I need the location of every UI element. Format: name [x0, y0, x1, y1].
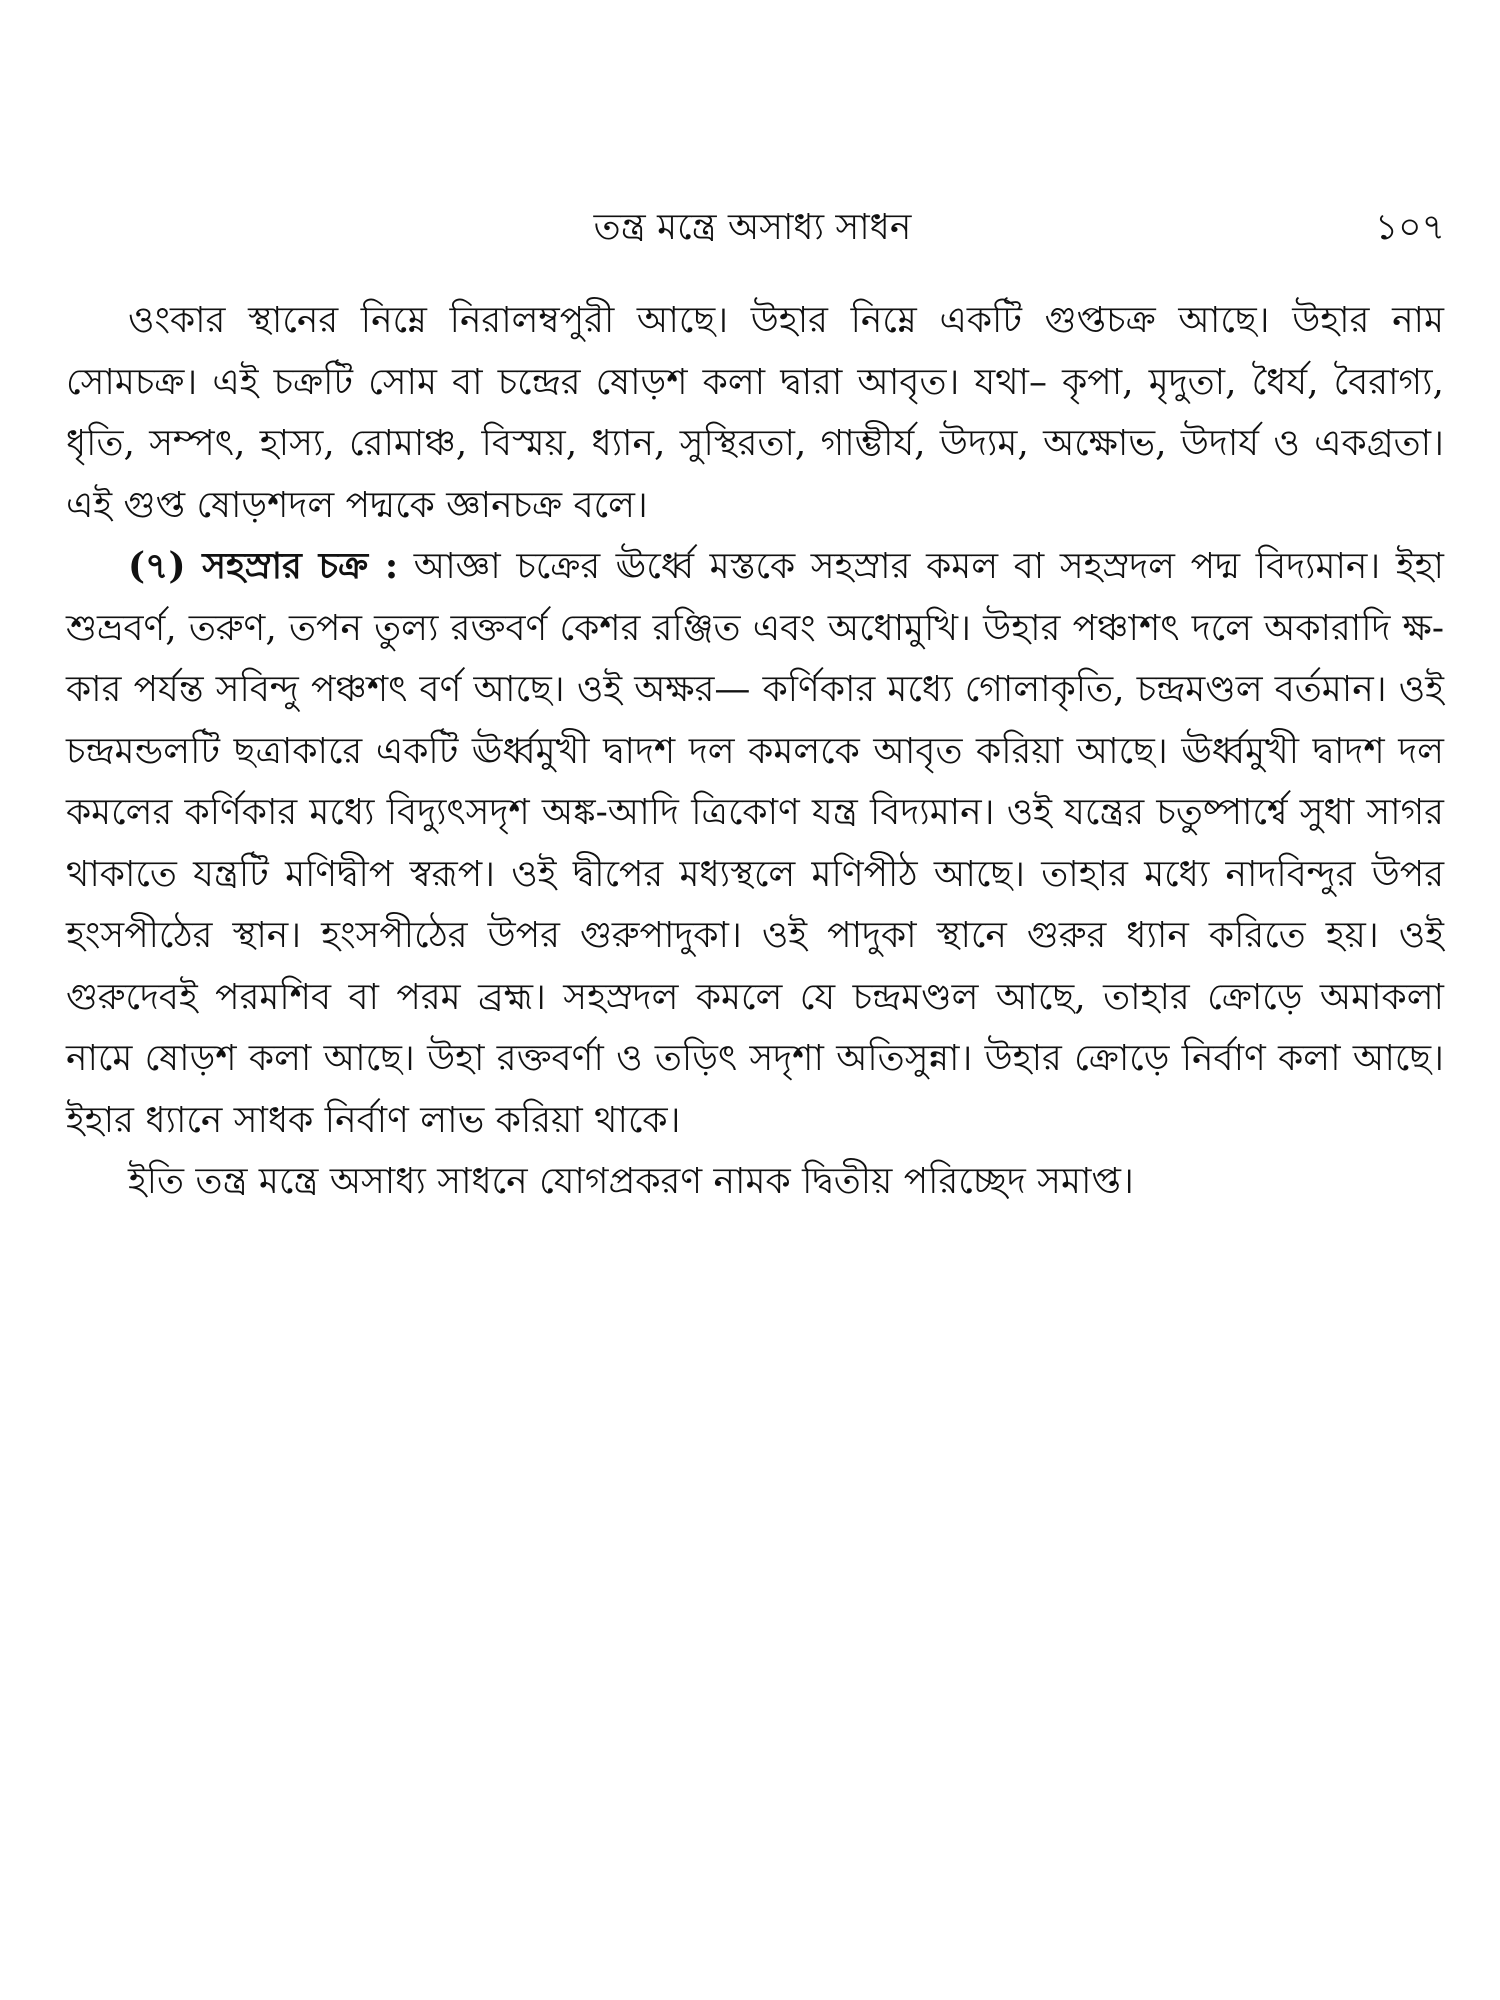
- section-heading-sahasrara-chakra: (৭) সহস্রার চক্র :: [128, 545, 399, 587]
- paragraph-sahasrara: [66, 536, 1444, 1151]
- page-number: ১০৭: [1374, 207, 1445, 248]
- paragraph-somachakra: ওংকার স্থানের নিম্নে নিরালম্বপুরী আছে। উহার নিম্নে একটি গুপ্তচক্র আছে। উহার নাম সোমচক্র। এই চক্রটি সোম বা চন্দ্রের ষোড়শ কলা দ্বারা আবৃত। যথা– কৃপা, মৃদুতা, ধৈর্য, বৈরাগ্য, ধৃতি, সম্পৎ, হাস্য, রোমাঞ্চ, বিস্ময়, ধ্যান, সুস্থিরতা, গাম্ভীর্য, উদ্যম, অক্ষোভ, উদার্য ও একগ্রতা। এই গুপ্ত ষোড়শদল পদ্মকে জ্ঞানচক্র বলে।: [66, 300, 1444, 526]
- paragraph-sahasrara-body: আজ্ঞা চক্রের ঊর্ধ্বে মস্তকে সহস্রার কমল বা সহস্রদল পদ্ম বিদ্যমান। ইহা শুভ্রবর্ণ, তরুণ, তপন তুল্য রক্তবর্ণ কেশর রঞ্জিত এবং অধোমুখি। উহার পঞ্চাশৎ দলে অকারাদি ক্ষ-কার পর্যন্ত সবিন্দু পঞ্চশৎ বর্ণ আছে। ওই অক্ষর— কর্ণিকার মধ্যে গোলাকৃতি, চন্দ্রমণ্ডল বর্তমান। ওই চন্দ্রমন্ডলটি ছত্রাকারে একটি ঊর্ধ্বমুখী দ্বাদশ দল কমলকে আবৃত করিয়া আছে। ঊর্ধ্বমুখী দ্বাদশ দল কমলের কর্ণিকার মধ্যে বিদ্যুৎসদৃশ অঙ্ক-আদি ত্রিকোণ যন্ত্র বিদ্যমান। ওই যন্ত্রের চতুষ্পার্শ্বে সুধা সাগর থাকাতে যন্ত্রটি মণিদ্বীপ স্বরূপ। ওই দ্বীপের মধ্যস্থলে মণিপীঠ আছে। তাহার মধ্যে নাদবিন্দুর উপর হংসপীঠের স্থান। হংসপীঠের উপর গুরুপাদুকা। ওই পাদুকা স্থানে গুরুর ধ্যান করিতে হয়। ওই গুরুদেবই পরমশিব বা পরম ব্রহ্ম। সহস্রদল কমলে যে চন্দ্রমণ্ডল আছে, তাহার ক্রোড়ে অমাকলা নামে ষোড়শ কলা আছে। উহা রক্তবর্ণা ও তড়িৎ সদৃশা অতিসুন্না। উহার ক্রোড়ে নির্বাণ কলা আছে। ইহার ধ্যানে সাধক নির্বাণ লাভ করিয়া থাকে।: [66, 546, 1444, 1141]
- running-title: তন্ত্র মন্ত্রে অসাধ্য সাধন: [593, 207, 912, 248]
- chapter-end-note: ইতি তন্ত্র মন্ত্রে অসাধ্য সাধনে যোগপ্রকরণ নামক দ্বিতীয় পরিচ্ছেদ সমাপ্ত।: [128, 1161, 1134, 1202]
- running-header: [60, 198, 1445, 258]
- body-text: [66, 290, 1444, 1213]
